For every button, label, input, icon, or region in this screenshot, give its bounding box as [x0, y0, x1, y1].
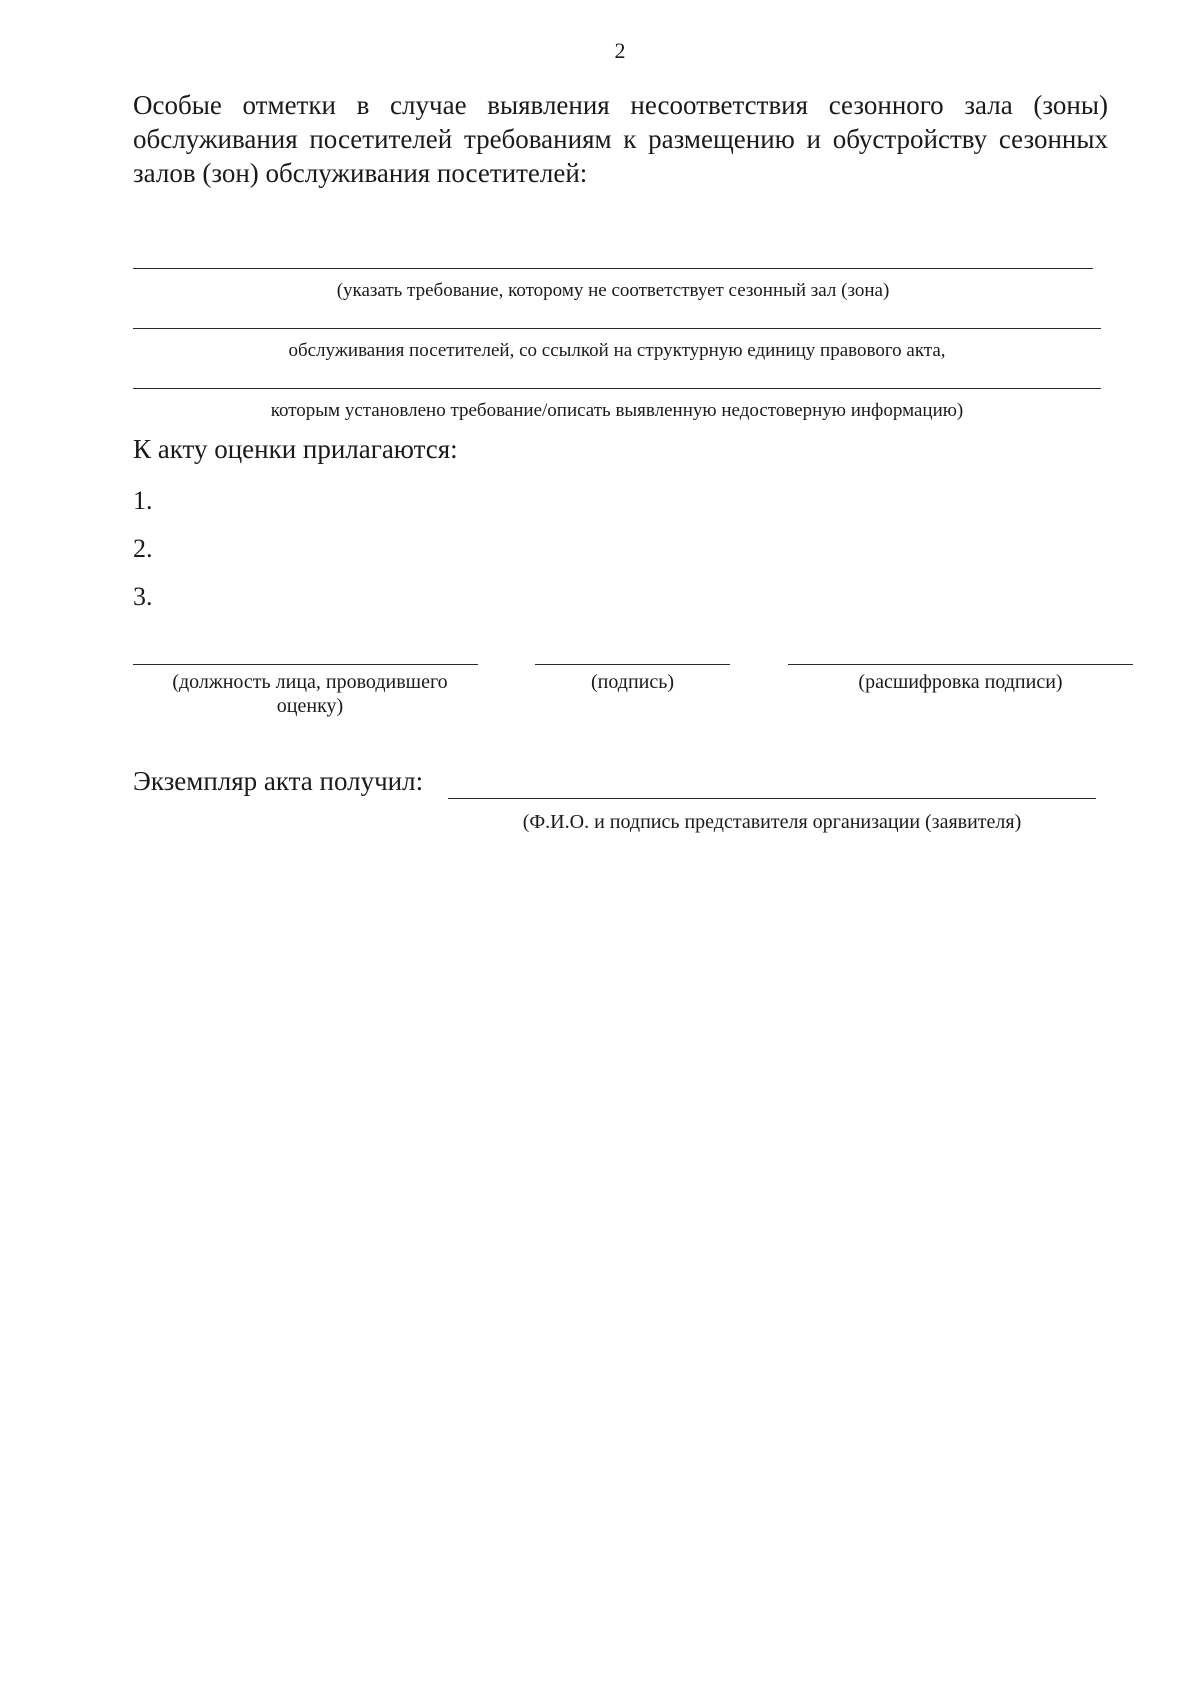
special-notes-intro: Особые отметки в случае выявления несоответствия сезонного зала (зоны) обслуживания посетителей требованиям к размещению и обустройству сезонных залов (зон) обслуживания посетителей: [133, 90, 1108, 188]
attachment-item-2: 2. [133, 534, 153, 563]
receipt-label: Экземпляр акта получил: [133, 766, 424, 796]
requirement-line-2[interactable] [133, 328, 1101, 329]
decoding-line[interactable] [788, 664, 1133, 665]
page-number: 2 [614, 38, 626, 63]
requirement-line-1[interactable] [133, 268, 1093, 269]
requirement-caption-3: которым установлено требование/описать выявленную недостоверную информацию) [270, 400, 964, 421]
requirement-caption-1: (указать требование, которому не соответствует сезонный зал (зона) [336, 280, 890, 301]
requirement-line-3[interactable] [133, 388, 1101, 389]
receipt-line[interactable] [448, 798, 1096, 799]
attachments-heading: К акту оценки прилагаются: [133, 434, 458, 464]
signature-line[interactable] [535, 664, 730, 665]
signature-caption: (подпись) [590, 671, 675, 693]
position-caption: (должность лица, проводившего оценку) [172, 671, 448, 717]
receipt-caption: (Ф.И.О. и подпись представителя организации (заявителя) [522, 811, 1022, 833]
decoding-caption: (расшифровка подписи) [858, 671, 1063, 693]
position-line[interactable] [133, 664, 478, 665]
attachment-item-1: 1. [133, 486, 153, 515]
requirement-caption-2: обслуживания посетителей, со ссылкой на структурную единицу правового акта, [288, 340, 946, 361]
attachment-item-3: 3. [133, 582, 153, 611]
